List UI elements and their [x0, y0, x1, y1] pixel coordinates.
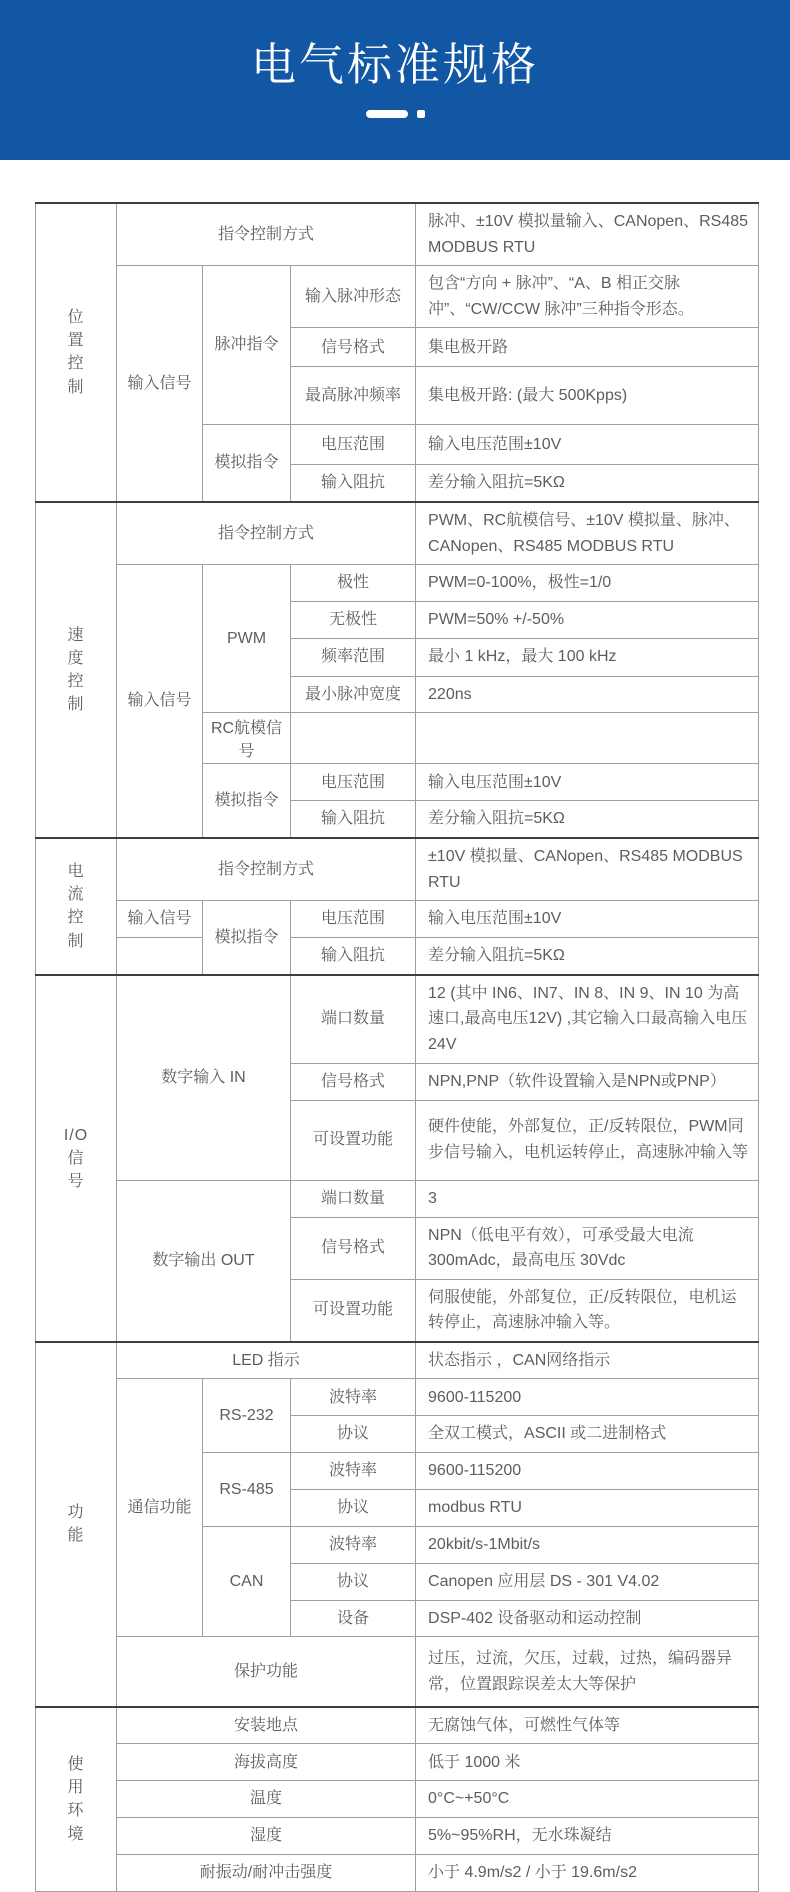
section-io-title: I/O 信 号 — [63, 1126, 89, 1190]
value-rs232-baud: 9600-115200 — [416, 1379, 759, 1416]
label-out-configurable: 可设置功能 — [291, 1279, 416, 1342]
label-rs485-baud: 波特率 — [291, 1453, 416, 1490]
label-led-indicator: LED 指示 — [117, 1342, 416, 1379]
value-position-input-impedance: 差分输入阻抗=5KΩ — [416, 465, 759, 502]
label-in-port-count: 端口数量 — [291, 975, 416, 1063]
label-no-polarity: 无极性 — [291, 602, 416, 639]
label-digital-input: 数字输入 IN — [117, 975, 291, 1180]
section-current-title: 电 流 控 制 — [67, 862, 85, 950]
label-communication: 通信功能 — [117, 1379, 203, 1637]
section-function-title: 功 能 — [67, 1504, 85, 1545]
value-protection: 过压，过流，欠压，过载，过热，编码器异常，位置跟踪误差太大等保护 — [416, 1637, 759, 1707]
label-position-pulse-command: 脉冲指令 — [203, 266, 291, 425]
label-can-device: 设备 — [291, 1600, 416, 1637]
label-speed-input-signal: 输入信号 — [117, 565, 203, 838]
value-can-baud: 20kbit/s-1Mbit/s — [416, 1526, 759, 1563]
label-polarity: 极性 — [291, 565, 416, 602]
section-position — [36, 203, 117, 502]
value-rs485-baud: 9600-115200 — [416, 1453, 759, 1490]
label-install-site: 安装地点 — [117, 1707, 416, 1744]
label-vibration: 耐振动/耐冲击强度 — [117, 1854, 416, 1891]
label-current-analog-command: 模拟指令 — [203, 901, 291, 975]
label-rs232: RS-232 — [203, 1379, 291, 1453]
label-position-voltage-range: 电压范围 — [291, 425, 416, 465]
value-altitude: 低于 1000 米 — [416, 1744, 759, 1781]
label-altitude: 海拔高度 — [117, 1744, 416, 1781]
label-rs232-protocol: 协议 — [291, 1416, 416, 1453]
section-speed — [36, 502, 117, 838]
value-speed-voltage-range: 输入电压范围±10V — [416, 764, 759, 801]
label-speed-command-mode: 指令控制方式 — [117, 502, 416, 565]
label-digital-output: 数字输出 OUT — [117, 1180, 291, 1342]
label-rc-empty — [291, 713, 416, 764]
label-can-protocol: 协议 — [291, 1563, 416, 1600]
value-min-pulse-width: 220ns — [416, 676, 759, 713]
label-position-command-mode: 指令控制方式 — [117, 203, 416, 266]
label-rs485: RS-485 — [203, 1453, 291, 1527]
value-position-voltage-range: 输入电压范围±10V — [416, 425, 759, 465]
section-position-title: 位 置 控 制 — [67, 309, 85, 396]
label-current-voltage-range: 电压范围 — [291, 901, 416, 938]
value-vibration: 小于 4.9m/s2 / 小于 19.6m/s2 — [416, 1854, 759, 1891]
label-speed-voltage-range: 电压范围 — [291, 764, 416, 801]
label-temperature: 温度 — [117, 1781, 416, 1818]
label-rs232-baud: 波特率 — [291, 1379, 416, 1416]
label-in-signal-format: 信号格式 — [291, 1063, 416, 1100]
section-function — [36, 1342, 117, 1707]
section-io — [36, 975, 117, 1342]
label-min-pulse-width: 最小脉冲宽度 — [291, 676, 416, 713]
value-speed-input-impedance: 差分输入阻抗=5KΩ — [416, 801, 759, 838]
value-rs485-protocol: modbus RTU — [416, 1490, 759, 1527]
value-humidity: 5%~95%RH，无水珠凝结 — [416, 1817, 759, 1854]
value-current-command-mode: ±10V 模拟量、CANopen、RS485 MODBUS RTU — [416, 838, 759, 901]
value-rc-empty — [416, 713, 759, 764]
header-banner — [0, 0, 790, 160]
label-position-signal-format: 信号格式 — [291, 328, 416, 367]
label-can-baud: 波特率 — [291, 1526, 416, 1563]
value-no-polarity: PWM=50% +/-50% — [416, 602, 759, 639]
label-can: CAN — [203, 1526, 291, 1637]
title-underline — [0, 110, 790, 118]
value-frequency-range: 最小 1 kHz，最大 100 kHz — [416, 638, 759, 676]
value-out-configurable: 伺服使能，外部复位，正/反转限位，电机运转停止，高速脉冲输入等。 — [416, 1279, 759, 1342]
label-current-input-signal-spacer — [117, 938, 203, 975]
value-in-port-count: 12 (其中 IN6、IN7、IN 8、IN 9、IN 10 为高速口,最高电压12V) ,其它输入口最高输入电压24V — [416, 975, 759, 1063]
title-underline-dash-icon — [366, 110, 408, 118]
label-rc-signal: RC航模信号 — [203, 713, 291, 764]
label-out-signal-format: 信号格式 — [291, 1217, 416, 1279]
value-max-pulse-frequency: 集电极开路: (最大 500Kpps) — [416, 367, 759, 425]
label-current-command-mode: 指令控制方式 — [117, 838, 416, 901]
label-current-input-signal: 输入信号 — [117, 901, 203, 938]
label-in-configurable: 可设置功能 — [291, 1100, 416, 1180]
value-in-signal-format: NPN,PNP（软件设置输入是NPN或PNP） — [416, 1063, 759, 1100]
value-current-voltage-range: 输入电压范围±10V — [416, 901, 759, 938]
label-speed-input-impedance: 输入阻抗 — [291, 801, 416, 838]
value-can-device: DSP-402 设备驱动和运动控制 — [416, 1600, 759, 1637]
label-speed-analog-command: 模拟指令 — [203, 764, 291, 838]
label-out-port-count: 端口数量 — [291, 1180, 416, 1217]
section-speed-title: 速 度 控 制 — [67, 626, 85, 714]
label-pulse-form: 输入脉冲形态 — [291, 266, 416, 328]
value-temperature: 0°C~+50°C — [416, 1781, 759, 1818]
value-can-protocol: Canopen 应用层 DS - 301 V4.02 — [416, 1563, 759, 1600]
value-in-configurable: 硬件使能，外部复位，正/反转限位，PWM同步信号输入，电机运转停止，高速脉冲输入等 — [416, 1100, 759, 1180]
page-title: 电气标准规格 — [250, 39, 539, 90]
label-humidity: 湿度 — [117, 1817, 416, 1854]
value-rs232-protocol: 全双工模式，ASCII 或二进制格式 — [416, 1416, 759, 1453]
value-position-signal-format: 集电极开路 — [416, 328, 759, 367]
label-position-analog-command: 模拟指令 — [203, 425, 291, 502]
value-led-indicator: 状态指示 ，CAN网络指示 — [416, 1342, 759, 1379]
section-environment — [36, 1707, 117, 1892]
label-position-input-impedance: 输入阻抗 — [291, 465, 416, 502]
value-position-command-mode: 脉冲、±10V 模拟量输入、CANopen、RS485 MODBUS RTU — [416, 203, 759, 266]
value-pulse-form: 包含“方向 + 脉冲”、“A、B 相正交脉冲”、“CW/CCW 脉冲”三种指令形态。 — [416, 266, 759, 328]
label-position-input-signal: 输入信号 — [117, 266, 203, 502]
spec-table — [35, 202, 759, 1892]
spec-table-container — [35, 202, 758, 1892]
section-environment-title: 使 用 环 境 — [67, 1755, 85, 1843]
label-protection: 保护功能 — [117, 1637, 416, 1707]
label-frequency-range: 频率范围 — [291, 638, 416, 676]
value-out-signal-format: NPN（低电平有效），可承受最大电流 300mAdc，最高电压 30Vdc — [416, 1217, 759, 1279]
label-speed-pwm: PWM — [203, 565, 291, 713]
title-underline-dot-icon — [417, 110, 425, 118]
label-rs485-protocol: 协议 — [291, 1490, 416, 1527]
value-install-site: 无腐蚀气体，可燃性气体等 — [416, 1707, 759, 1744]
label-current-input-impedance: 输入阻抗 — [291, 938, 416, 975]
value-polarity: PWM=0-100%，极性=1/0 — [416, 565, 759, 602]
value-speed-command-mode: PWM、RC航模信号、±10V 模拟量、脉冲、CANopen、RS485 MODBUS RTU — [416, 502, 759, 565]
label-max-pulse-frequency: 最高脉冲频率 — [291, 367, 416, 425]
value-out-port-count: 3 — [416, 1180, 759, 1217]
value-current-input-impedance: 差分输入阻抗=5KΩ — [416, 938, 759, 975]
section-current — [36, 838, 117, 975]
